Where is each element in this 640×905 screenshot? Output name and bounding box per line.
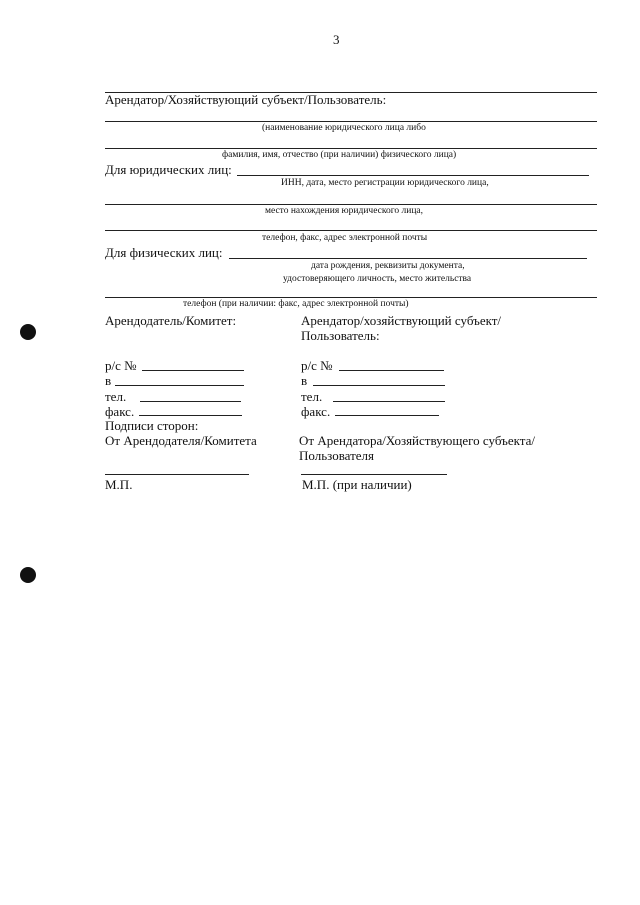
hint-birth-docs-1: дата рождения, реквизиты документа,: [311, 261, 465, 271]
landlord-title: Арендодатель/Комитет:: [105, 313, 237, 328]
label-legal: Для юридических лиц:: [105, 162, 232, 177]
tenant-signature-line[interactable]: [301, 474, 447, 475]
landlord-phone-field[interactable]: [140, 401, 241, 402]
hint-location: место нахождения юридического лица,: [265, 206, 424, 216]
tenant-phone-label: тел.: [301, 389, 323, 404]
label-individual: Для физических лиц:: [105, 245, 223, 260]
signatures-title: Подписи сторон:: [105, 418, 199, 433]
stamp-landlord: М.П.: [105, 477, 133, 492]
landlord-account-field[interactable]: [142, 370, 244, 371]
punch-hole-bottom: [20, 567, 36, 583]
landlord-phone-label: тел.: [105, 389, 127, 404]
page-number: 3: [333, 32, 340, 47]
tenant-header: Арендатор/Хозяйствующий субъект/Пользователь:: [105, 92, 387, 107]
legal-input-line[interactable]: [237, 175, 589, 176]
from-landlord: От Арендодателя/Комитета: [105, 433, 257, 448]
hint-contacts-legal: телефон, факс, адрес электронной почты: [262, 233, 428, 243]
landlord-bank-field[interactable]: [115, 385, 244, 386]
landlord-fax-label: факс.: [105, 404, 135, 419]
tenant-account-label: р/с №: [301, 358, 333, 373]
tenant-bank-field[interactable]: [313, 385, 445, 386]
rule: [105, 230, 597, 231]
punch-hole-top: [20, 324, 36, 340]
tenant-phone-field[interactable]: [333, 401, 445, 402]
tenant-bank-label: в: [301, 373, 308, 388]
landlord-bank-label: в: [105, 373, 112, 388]
from-tenant-2: Пользователя: [299, 448, 375, 463]
tenant-title-1: Арендатор/хозяйствующий субъект/: [301, 313, 502, 328]
tenant-fax-label: факс.: [301, 404, 331, 419]
hint-birth-docs-2: удостоверяющего личность, место жительства: [283, 274, 472, 284]
hint-contacts-person: телефон (при наличии: факс, адрес электронной почты): [183, 299, 409, 309]
hint-inn: ИНН, дата, место регистрации юридического лица,: [281, 178, 489, 188]
rule: [105, 148, 597, 149]
rule: [105, 204, 597, 205]
landlord-account-label: р/с №: [105, 358, 137, 373]
individual-input-line[interactable]: [229, 258, 587, 259]
tenant-account-field[interactable]: [339, 370, 444, 371]
hint-org-name: (наименование юридического лица либо: [262, 123, 426, 133]
stamp-tenant: М.П. (при наличии): [302, 477, 412, 492]
landlord-fax-field[interactable]: [139, 415, 242, 416]
tenant-fax-field[interactable]: [335, 415, 439, 416]
tenant-title-2: Пользователь:: [301, 328, 380, 343]
hint-person-name: фамилия, имя, отчество (при наличии) физического лица): [222, 150, 457, 160]
rule: [105, 297, 597, 298]
rule: [105, 121, 597, 122]
landlord-signature-line[interactable]: [105, 474, 249, 475]
from-tenant-1: От Арендатора/Хозяйствующего субъекта/: [299, 433, 535, 448]
